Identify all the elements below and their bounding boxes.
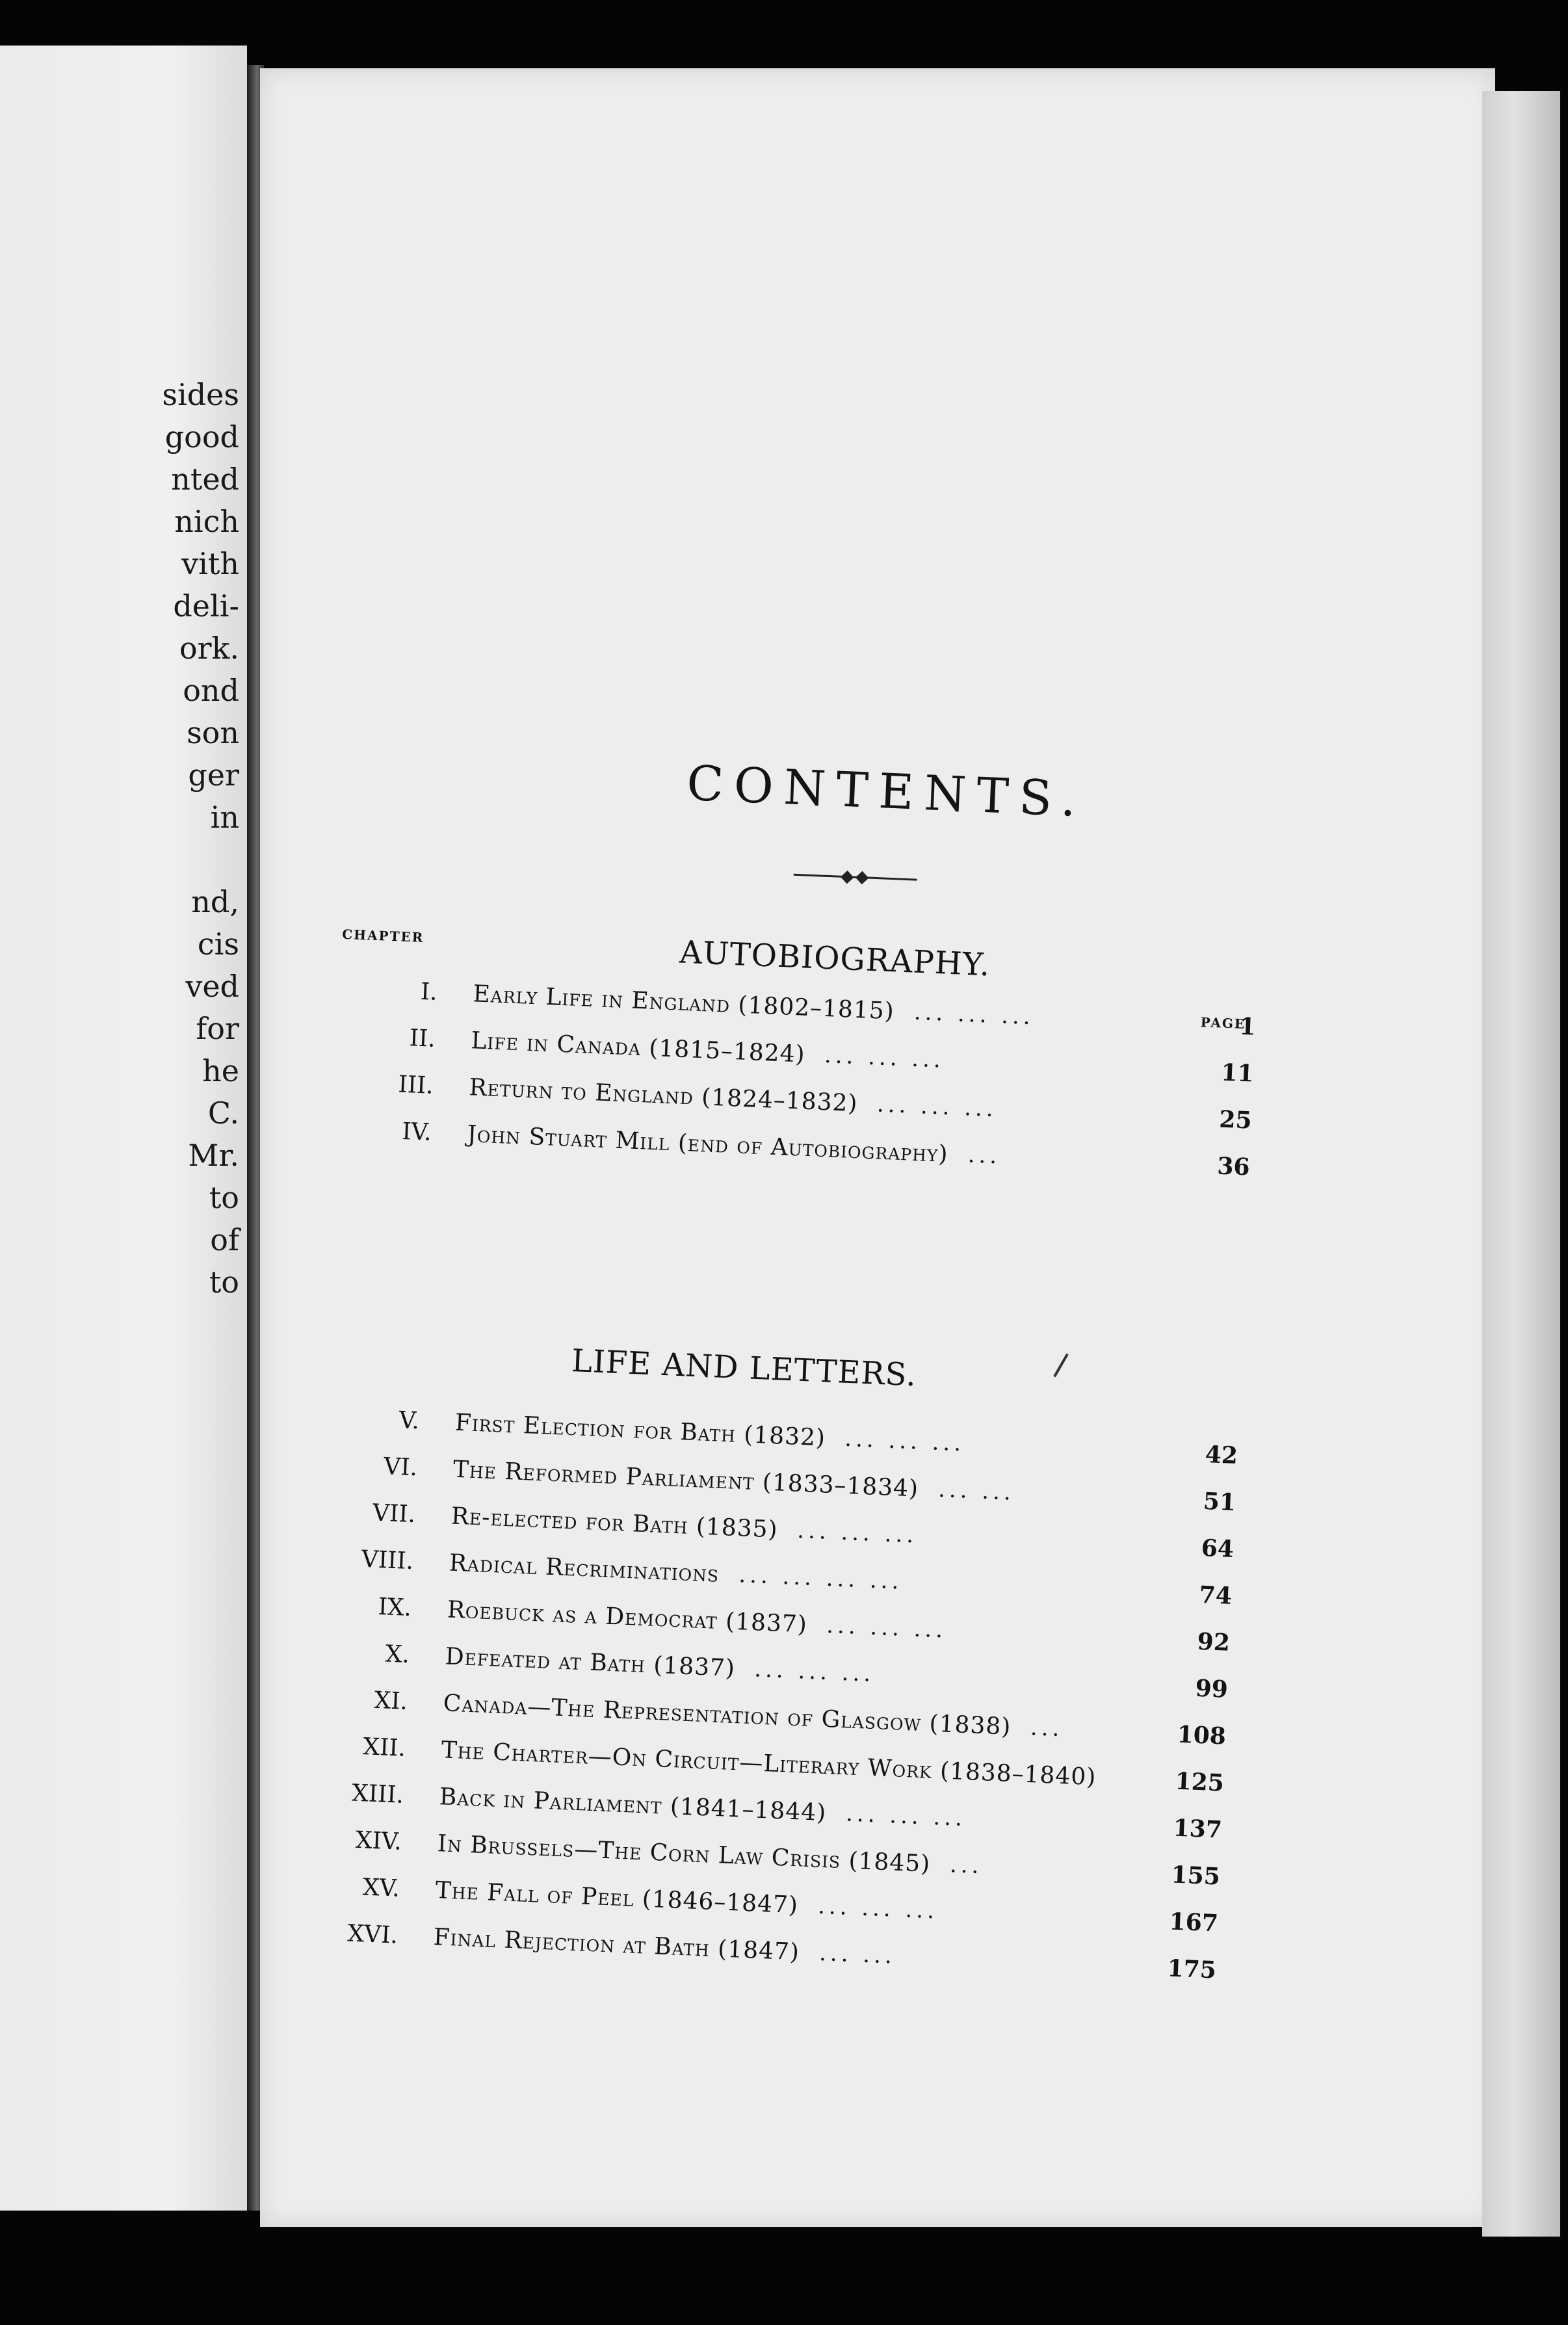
facing-page-line: ork. <box>179 631 239 666</box>
dot-leader: ... ... ... <box>845 1800 967 1832</box>
dot-leader: ... <box>1030 1714 1064 1742</box>
facing-page-line: sides <box>162 377 239 412</box>
chapter-title: Life in Canada (1815–1824) <box>470 1027 806 1068</box>
chapter-number: X. <box>385 1640 410 1669</box>
chapter-title: Final Rejection at Bath (1847) <box>432 1923 800 1966</box>
chapter-number: II. <box>408 1025 436 1053</box>
dot-leader: ... ... ... <box>796 1517 919 1549</box>
facing-page-line: ger <box>188 757 239 793</box>
chapter-title: In Brussels—The Corn Law Crisis (1845) <box>436 1830 932 1878</box>
dot-leader: ... <box>967 1142 1002 1170</box>
dot-leader: ... ... ... <box>824 1042 945 1073</box>
chapter-title: The Reformed Parliament (1833–1834) <box>452 1456 919 1503</box>
facing-page-line: of <box>210 1222 239 1257</box>
facing-page-line: C. <box>207 1096 239 1131</box>
page-number: 137 <box>1172 1814 1223 1844</box>
page-number: 64 <box>1200 1534 1235 1563</box>
chapter-number: VII. <box>372 1499 416 1529</box>
chapter-number: IV. <box>401 1118 432 1146</box>
chapter-title: Return to England (1824–1832) <box>468 1074 859 1118</box>
chapter-title: Early Life in England (1802–1815) <box>472 980 895 1025</box>
facing-page-line: to <box>209 1265 239 1300</box>
facing-page-line: nich <box>174 504 239 539</box>
chapter-number: VI. <box>383 1453 418 1482</box>
chapter-title: Back in Parliament (1841–1844) <box>439 1783 827 1827</box>
chapter-number: III. <box>397 1071 434 1099</box>
facing-page-line: son <box>187 715 239 750</box>
contents-block <box>297 722 1339 2049</box>
facing-page-line: to <box>209 1180 239 1215</box>
dot-leader: ... ... ... ... <box>738 1562 904 1595</box>
dot-leader: ... ... ... <box>817 1893 939 1924</box>
page-number: 175 <box>1166 1954 1217 1984</box>
chapter-title: Defeated at Bath (1837) <box>445 1643 736 1683</box>
page-number: 51 <box>1202 1487 1236 1517</box>
rule-ornament: ⬥⬥ <box>839 864 871 889</box>
page-title: CONTENTS. <box>685 755 1088 828</box>
page-number: 125 <box>1174 1767 1225 1797</box>
page-number: 11 <box>1220 1058 1255 1088</box>
chapter-number: XI. <box>373 1687 408 1715</box>
facing-page-line: he <box>202 1053 239 1088</box>
facing-page-line: in <box>210 800 239 835</box>
dot-leader: ... ... <box>818 1939 896 1969</box>
dot-leader: ... ... ... <box>876 1091 998 1123</box>
facing-page-line: ved <box>185 969 239 1004</box>
facing-page-line: Mr. <box>188 1138 239 1173</box>
chapter-number: V. <box>399 1407 420 1435</box>
page-number: 36 <box>1216 1152 1251 1181</box>
facing-page-line: for <box>196 1011 239 1046</box>
chapter-title: The Charter—On Circuit—Literary Work (1838–1840) <box>441 1737 1097 1791</box>
facing-page-line: good <box>164 419 239 454</box>
dot-leader: ... ... ... <box>844 1425 966 1457</box>
chapter-number: VIII. <box>361 1545 414 1575</box>
chapter-title: Roebuck as a Democrat (1837) <box>447 1596 808 1638</box>
chapter-column-label: CHAPTER <box>341 926 425 945</box>
dot-leader: ... ... <box>937 1476 1015 1506</box>
page-number: 108 <box>1176 1720 1227 1750</box>
page-number: 42 <box>1204 1441 1238 1470</box>
page-number: 74 <box>1198 1581 1233 1610</box>
page-number: 92 <box>1196 1627 1231 1657</box>
chapter-number: XVI. <box>346 1920 399 1949</box>
facing-page-line: deli- <box>173 588 239 624</box>
page-number: 25 <box>1218 1105 1253 1135</box>
page-number: 99 <box>1194 1674 1229 1703</box>
chapter-title: Radical Recriminations <box>449 1549 720 1588</box>
chapter-number: XIII. <box>351 1780 404 1809</box>
page-column-label: PAGE <box>1200 1014 1246 1032</box>
facing-page-line: cis <box>197 926 239 962</box>
chapter-title: First Election for Bath (1832) <box>454 1409 826 1452</box>
dot-leader: ... ... ... <box>753 1656 876 1687</box>
dot-leader: ... ... ... <box>826 1612 948 1644</box>
facing-page-line: nd, <box>191 884 239 919</box>
page-number: 1 <box>1238 1012 1257 1041</box>
chapter-title: John Stuart Mill (end of Autobiography) <box>466 1121 949 1168</box>
chapter-title: Canada—The Representation of Glasgow (1838) <box>443 1690 1012 1740</box>
chapter-title: The Fall of Peel (1846–1847) <box>434 1877 799 1919</box>
chapter-number: I. <box>420 978 438 1006</box>
section-heading-autobiography: AUTOBIOGRAPHY. <box>679 934 991 984</box>
page-number: 155 <box>1170 1861 1221 1891</box>
dot-leader: ... ... ... <box>913 999 1035 1031</box>
facing-page-line: vith <box>181 546 239 581</box>
chapter-number: XV. <box>362 1874 400 1902</box>
facing-page-line: ond <box>183 673 239 708</box>
section-heading-life-and-letters: LIFE AND LETTERS. <box>570 1343 918 1394</box>
facing-page-line: nted <box>171 462 239 497</box>
dot-leader: ... <box>949 1852 984 1880</box>
chapter-number: IX. <box>377 1593 412 1622</box>
chapter-title: Re-elected for Bath (1835) <box>451 1503 779 1543</box>
page-edge <box>1482 91 1560 2237</box>
chapter-number: XII. <box>362 1733 406 1762</box>
page-number: 167 <box>1168 1908 1219 1938</box>
facing-page <box>0 46 247 2211</box>
chapter-number: XIV. <box>355 1826 402 1856</box>
